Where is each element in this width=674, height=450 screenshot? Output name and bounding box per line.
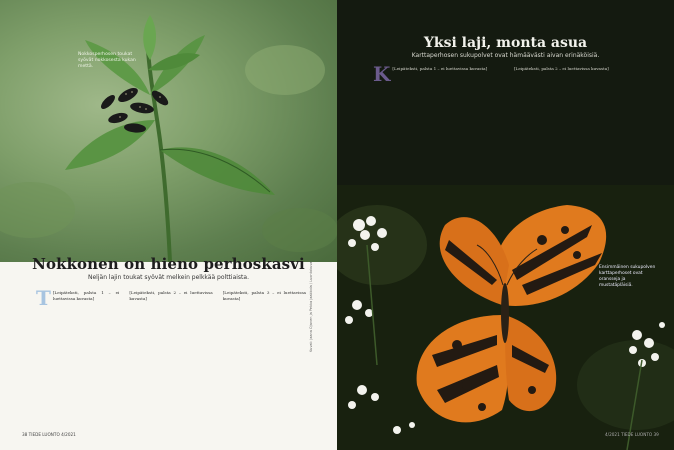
photo-caption: Ensimmäinen sukupolven karttaperhoset ovat oransseja ja mustatäpläisiä. [599,265,656,288]
article-title: Yksi laji, monta asua [423,35,588,51]
body-column-2 [514,66,645,192]
body-columns [373,66,645,192]
article-title: Nokkonen on hieno perhoskasvi [32,255,305,273]
right-page [337,0,674,450]
body-column-1 [36,290,119,420]
body-column-1 [373,66,504,192]
body-paragraph: [Leipäteksti, palsta 1 – ei luettavissa kuvasta] [392,66,488,71]
drop-cap: T [36,290,51,310]
butterfly-illustration [337,185,674,450]
map-butterfly-photo [337,185,674,450]
body-paragraph: [Leipäteksti, palsta 2 – ei luettavissa kuvasta] [514,66,609,71]
page-folio: 38 TIEDE LUONTO 4/2021 [22,432,76,437]
body-column-2 [129,290,212,420]
article-deck: Karttaperhosen sukupolvet ovat hämäävästi aivan erinäköisiä. [411,52,600,59]
body-column-3 [223,290,306,420]
nettle-caterpillar-photo [0,0,337,262]
body-columns [36,290,306,420]
body-paragraph: [Leipäteksti, palsta 1 – ei luettavissa kuvasta] [52,290,120,301]
nettle-illustration [0,0,337,262]
article-deck: Neljän lajin toukat syövät melkein pelkkää polttiaista. [88,274,249,281]
body-paragraph: [Leipäteksti, palsta 2 – ei luettavissa kuvasta] [129,290,213,301]
drop-cap: K [373,66,391,86]
page-folio: 4/2021 TIEDE LUONTO 39 [605,432,659,437]
photo-credit: Kuvat: Jaana Ojanen ja Pekka Jaakkola / Luontokuva [309,261,313,352]
body-paragraph: [Leipäteksti, palsta 3 – ei luettavissa kuvasta] [222,290,306,301]
photo-caption: Nokkosperhosen toukat syövät nokkosesta kukan mettä. [78,52,136,70]
